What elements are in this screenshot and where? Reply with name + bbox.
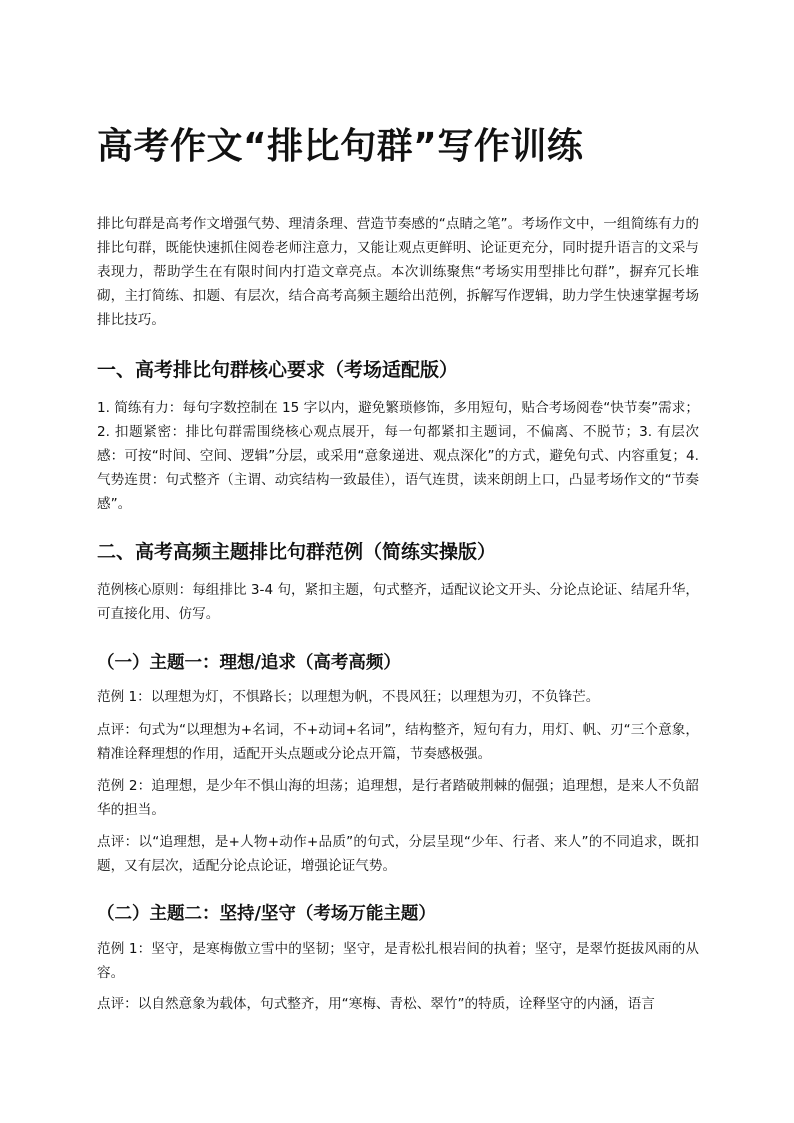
section2-heading: 二、高考高频主题排比句群范例（简练实操版） [97, 541, 497, 563]
intro-paragraph: 排比句群是高考作文增强气势、理清条理、营造节奏感的“点睛之笔”。考场作文中，一组简练有力的排比句群，既能快速抓住阅卷老师注意力，又能让观点更鲜明、论证更充分，同时提升语言的文采与表现力，帮助学生在有限时间内打造文章亮点。本次训练聚焦“考场实用型排比句群”，摒弃冗长堆砌，主打简练、扣题、有层次，结合高考高频主题给出范例，拆解写作逻辑，助力学生快速掌握考场排比技巧。 [97, 216, 699, 328]
topic1-comment1: 点评：句式为“以理想为+名词，不+动词+名词”，结构整齐，短句有力，用灯、帆、刃“三个意象，精准诠释理想的作用，适配开头点题或分论点开篇，节奏感极强。 [97, 722, 699, 762]
section1-heading: 一、高考排比句群核心要求（考场适配版） [97, 359, 459, 381]
topic1-example2: 范例 2：追理想，是少年不惧山海的坦荡；追理想，是行者踏破荆棘的倔强；追理想，是来人不负韶华的担当。 [97, 778, 699, 818]
topic1-example1: 范例 1：以理想为灯，不惧路长；以理想为帆，不畏风狂；以理想为刃，不负锋芒。 [97, 689, 600, 705]
topic2-comment1: 点评：以自然意象为载体，句式整齐，用“寒梅、青松、翠竹”的特质，诠释坚守的内涵，语言 [97, 996, 655, 1012]
section1-body: 1. 简练有力：每句字数控制在 15 字以内，避免繁琐修饰，多用短句，贴合考场阅卷“快节奏”需求；2. 扣题紧密：排比句群需围绕核心观点展开，每一句都紧扣主题词，不偏离、不脱节；3. 有层次感：可按“时间、空间、逻辑”分层，或采用“意象递进、观点深化”的方式，避免句式、内容重复；4. 气势连贯：句式整齐（主谓、动宾结构一致最佳），语气连贯，读来朗朗上口，凸显考场作文的“节奏感”。 [97, 400, 699, 512]
topic2-example1: 范例 1：坚守，是寒梅傲立雪中的坚韧；坚守，是青松扎根岩间的执着；坚守，是翠竹挺拔风雨的从容。 [97, 941, 699, 981]
topic1-comment2: 点评：以“追理想，是+人物+动作+品质”的句式，分层呈现“少年、行者、来人”的不同追求，既扣题，又有层次，适配分论点论证，增强论证气势。 [97, 834, 699, 874]
section2-principle: 范例核心原则：每组排比 3-4 句，紧扣主题，句式整齐，适配议论文开头、分论点论证、结尾升华，可直接化用、仿写。 [97, 582, 699, 622]
topic2-heading: （二）主题二：坚持/坚守（考场万能主题） [97, 904, 436, 924]
document-title: 高考作文“排比句群”写作训练 [97, 126, 584, 167]
topic1-heading: （一）主题一：理想/追求（高考高频） [97, 653, 401, 673]
